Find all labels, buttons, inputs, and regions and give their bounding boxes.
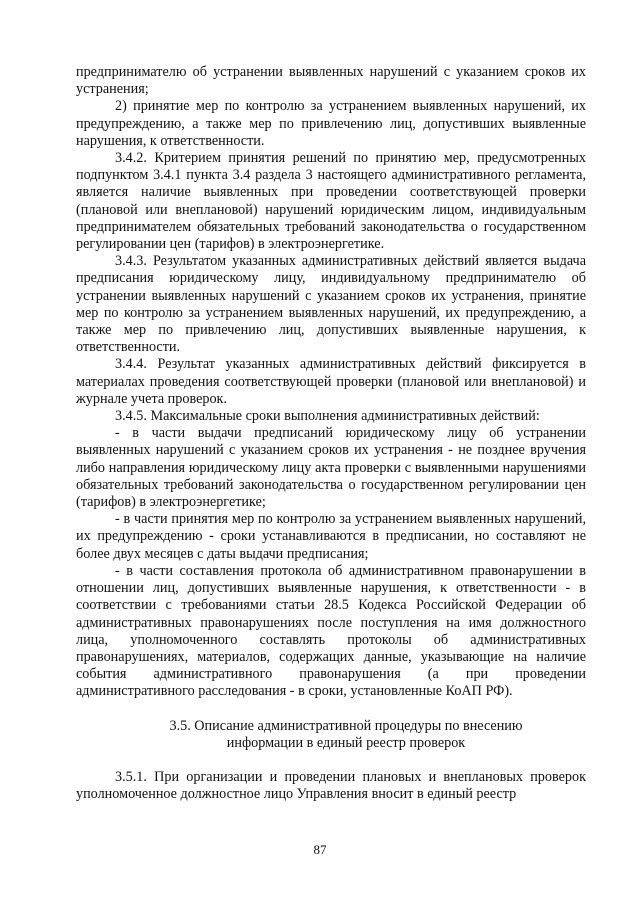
paragraph-item-2: 2) принятие мер по контролю за устранением выявленных нарушений, их предупреждению, а также мер по привлечению лиц, допустивших выявленные нарушения, к ответственности. <box>76 98 586 149</box>
paragraph-continuation: предпринимателю об устранении выявленных нарушений с указанием сроков их устранения; <box>76 64 586 98</box>
paragraph-3-4-4: 3.4.4. Результат указанных административных действий фиксируется в материалах проведения соответствующей проверки (плановой или внеплановой) и журнале учета проверок. <box>76 356 586 407</box>
list-item-protocol: - в части составления протокола об административном правонарушении в отношении лиц, допустивших выявленные нарушения, к ответственности - в соответствии с требованиями статьи 28.5 Кодекса Российской Федерации об административных правонарушениях после поступления на имя должностного лица, уполномоченного составлять протоколы об административных правонарушениях, материалов, содержащих данные, указывающие на наличие события административного правонарушения (а при проведении административного расследования - в сроки, установленные КоАП РФ). <box>76 562 586 700</box>
section-heading-line-2: информации в единый реестр проверок <box>226 734 466 751</box>
paragraph-3-5-1: 3.5.1. При организации и проведении плановых и внеплановых проверок уполномоченное должностное лицо Управления вносит в единый реестр <box>76 768 586 803</box>
list-item-control-measures: - в части принятия мер по контролю за устранением выявленных нарушений, их предупреждению - сроки устанавливаются в предписании, но составляют не более двух месяцев с даты выдачи предписания; <box>76 511 586 562</box>
paragraph-3-4-5: 3.4.5. Максимальные сроки выполнения административных действий: <box>115 408 540 425</box>
section-spacer <box>76 701 586 718</box>
list-item-prescriptions: - в части выдачи предписаний юридическому лицу об устранении выявленных нарушений с указанием сроков их устранения - не позднее вручения либо направления юридическому лицу акта проверки с выявленными нарушениями обязательных требований законодательства о государственном регулировании цен (тарифов) в электроэнергетике; <box>76 425 586 511</box>
page-number: 87 <box>313 842 327 857</box>
paragraph-3-4-2: 3.4.2. Критерием принятия решений по принятию мер, предусмотренных подпунктом 3.4.1 пункта 3.4 раздела 3 настоящего административного регламента, является наличие выявленных при проведении соответствующей проверки (плановой или внеплановой) нарушений юридическим лицом, индивидуальным предпринимателем обязательных требований законодательства о государственном регулировании цен (тарифов) в электроэнергетике. <box>76 150 586 253</box>
paragraph-3-4-3: 3.4.3. Результатом указанных административных действий является выдача предписания юридическому лицу, индивидуальному предпринимателю об устранении выявленных нарушений с указанием сроков их устранения, принятие мер по контролю за устранением выявленных нарушений, их предупреждению, а также мер по привлечению лиц, допустивших выявленные нарушения, к ответственности. <box>76 253 586 356</box>
section-spacer-2 <box>76 752 586 769</box>
section-heading-3-5 <box>76 718 586 752</box>
section-heading-line-1: 3.5. Описание административной процедуры по внесению <box>169 717 523 734</box>
document-page <box>76 64 586 803</box>
